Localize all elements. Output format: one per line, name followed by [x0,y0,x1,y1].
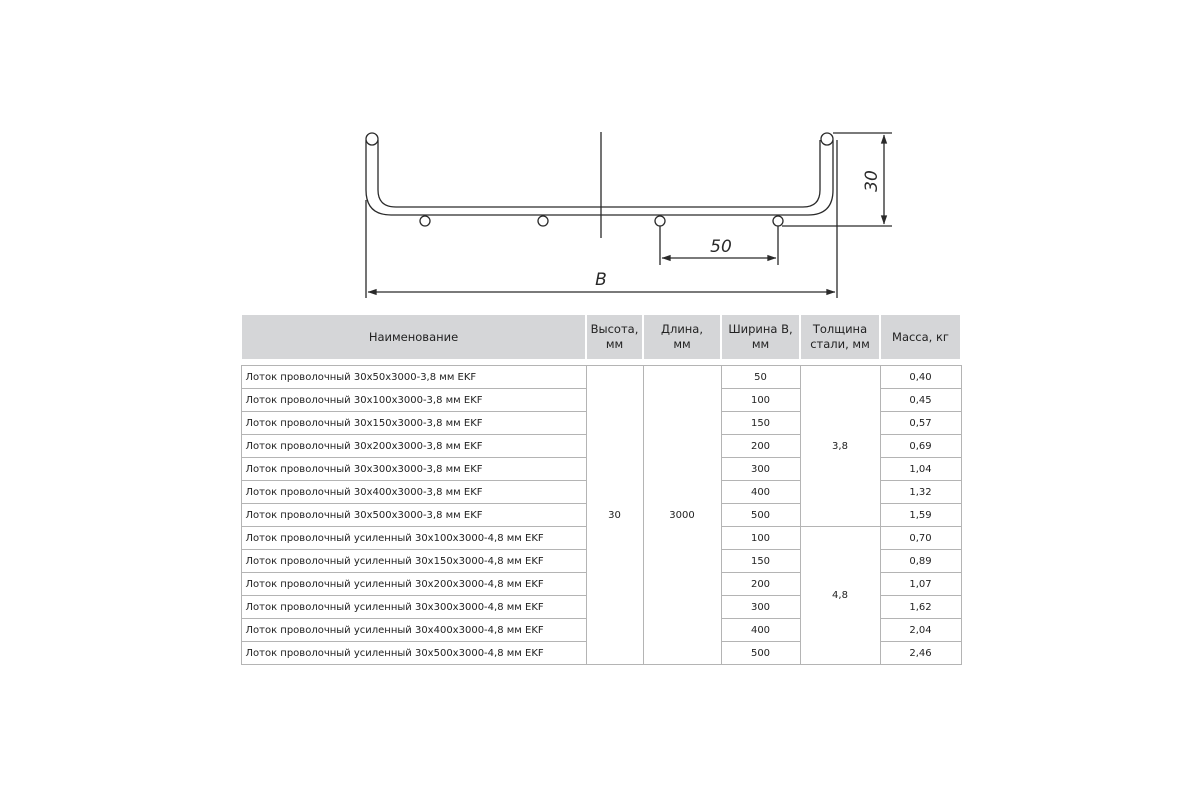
cell-width: 300 [721,596,800,619]
tray-left-top-wire [366,133,378,145]
bottom-wire-2 [538,216,548,226]
cell-length-merged: 3000 [643,366,721,665]
cell-mass: 2,46 [880,642,961,665]
cell-name: Лоток проволочный 30х150х3000-3,8 мм EKF [241,412,586,435]
cell-width: 50 [721,366,800,389]
cell-mass: 1,04 [880,458,961,481]
cell-width: 100 [721,389,800,412]
bottom-wire-3 [655,216,665,226]
cell-mass: 0,40 [880,366,961,389]
cell-width: 100 [721,527,800,550]
cell-width: 150 [721,550,800,573]
tray-wire-inner [378,140,820,207]
cell-name: Лоток проволочный усиленный 30х100х3000-4,8 мм EKF [241,527,586,550]
table-header-row [241,315,961,359]
cell-mass: 1,07 [880,573,961,596]
height-dimension-label: 30 [862,170,882,192]
width-dimension-label: B [595,270,607,290]
header-mass: Масса, кг [880,315,961,359]
cell-name: Лоток проволочный усиленный 30х150х3000-4,8 мм EKF [241,550,586,573]
cell-name: Лоток проволочный усиленный 30х200х3000-4,8 мм EKF [241,573,586,596]
cell-name: Лоток проволочный усиленный 30х400х3000-4,8 мм EKF [241,619,586,642]
pitch-dimension-label: 50 [710,237,732,257]
cell-mass: 0,45 [880,389,961,412]
header-name: Наименование [241,315,586,359]
cell-width: 400 [721,619,800,642]
cell-name: Лоток проволочный 30х400х3000-3,8 мм EKF [241,481,586,504]
cell-name: Лоток проволочный 30х100х3000-3,8 мм EKF [241,389,586,412]
cell-width: 500 [721,504,800,527]
tray-wire-outer [366,140,833,215]
cell-width: 500 [721,642,800,665]
cell-mass: 1,32 [880,481,961,504]
cell-height-merged: 30 [586,366,643,665]
tray-cross-section-drawing [0,0,1200,310]
tray-right-top-wire [821,133,833,145]
cell-thickness-group-2: 4,8 [800,527,880,665]
cell-name: Лоток проволочный 30х300х3000-3,8 мм EKF [241,458,586,481]
cell-width: 300 [721,458,800,481]
cell-mass: 0,89 [880,550,961,573]
cell-width: 150 [721,412,800,435]
cell-mass: 0,57 [880,412,961,435]
header-length: Длина, мм [643,315,721,359]
cell-width: 200 [721,573,800,596]
cell-name: Лоток проволочный 30х500х3000-3,8 мм EKF [241,504,586,527]
header-width: Ширина B, мм [721,315,800,359]
cell-name: Лоток проволочный усиленный 30х300х3000-4,8 мм EKF [241,596,586,619]
cell-name: Лоток проволочный усиленный 30х500х3000-4,8 мм EKF [241,642,586,665]
cell-mass: 2,04 [880,619,961,642]
cell-mass: 0,69 [880,435,961,458]
cell-width: 200 [721,435,800,458]
cell-mass: 1,59 [880,504,961,527]
bottom-wire-4 [773,216,783,226]
cell-width: 400 [721,481,800,504]
cell-name: Лоток проволочный 30х200х3000-3,8 мм EKF [241,435,586,458]
cell-mass: 1,62 [880,596,961,619]
table-row [241,366,961,389]
header-height: Высота, мм [586,315,643,359]
cell-thickness-group-1: 3,8 [800,366,880,527]
specification-table [240,315,962,665]
bottom-wire-1 [420,216,430,226]
header-thickness: Толщина стали, мм [800,315,880,359]
cell-mass: 0,70 [880,527,961,550]
cell-name: Лоток проволочный 30х50х3000-3,8 мм EKF [241,366,586,389]
